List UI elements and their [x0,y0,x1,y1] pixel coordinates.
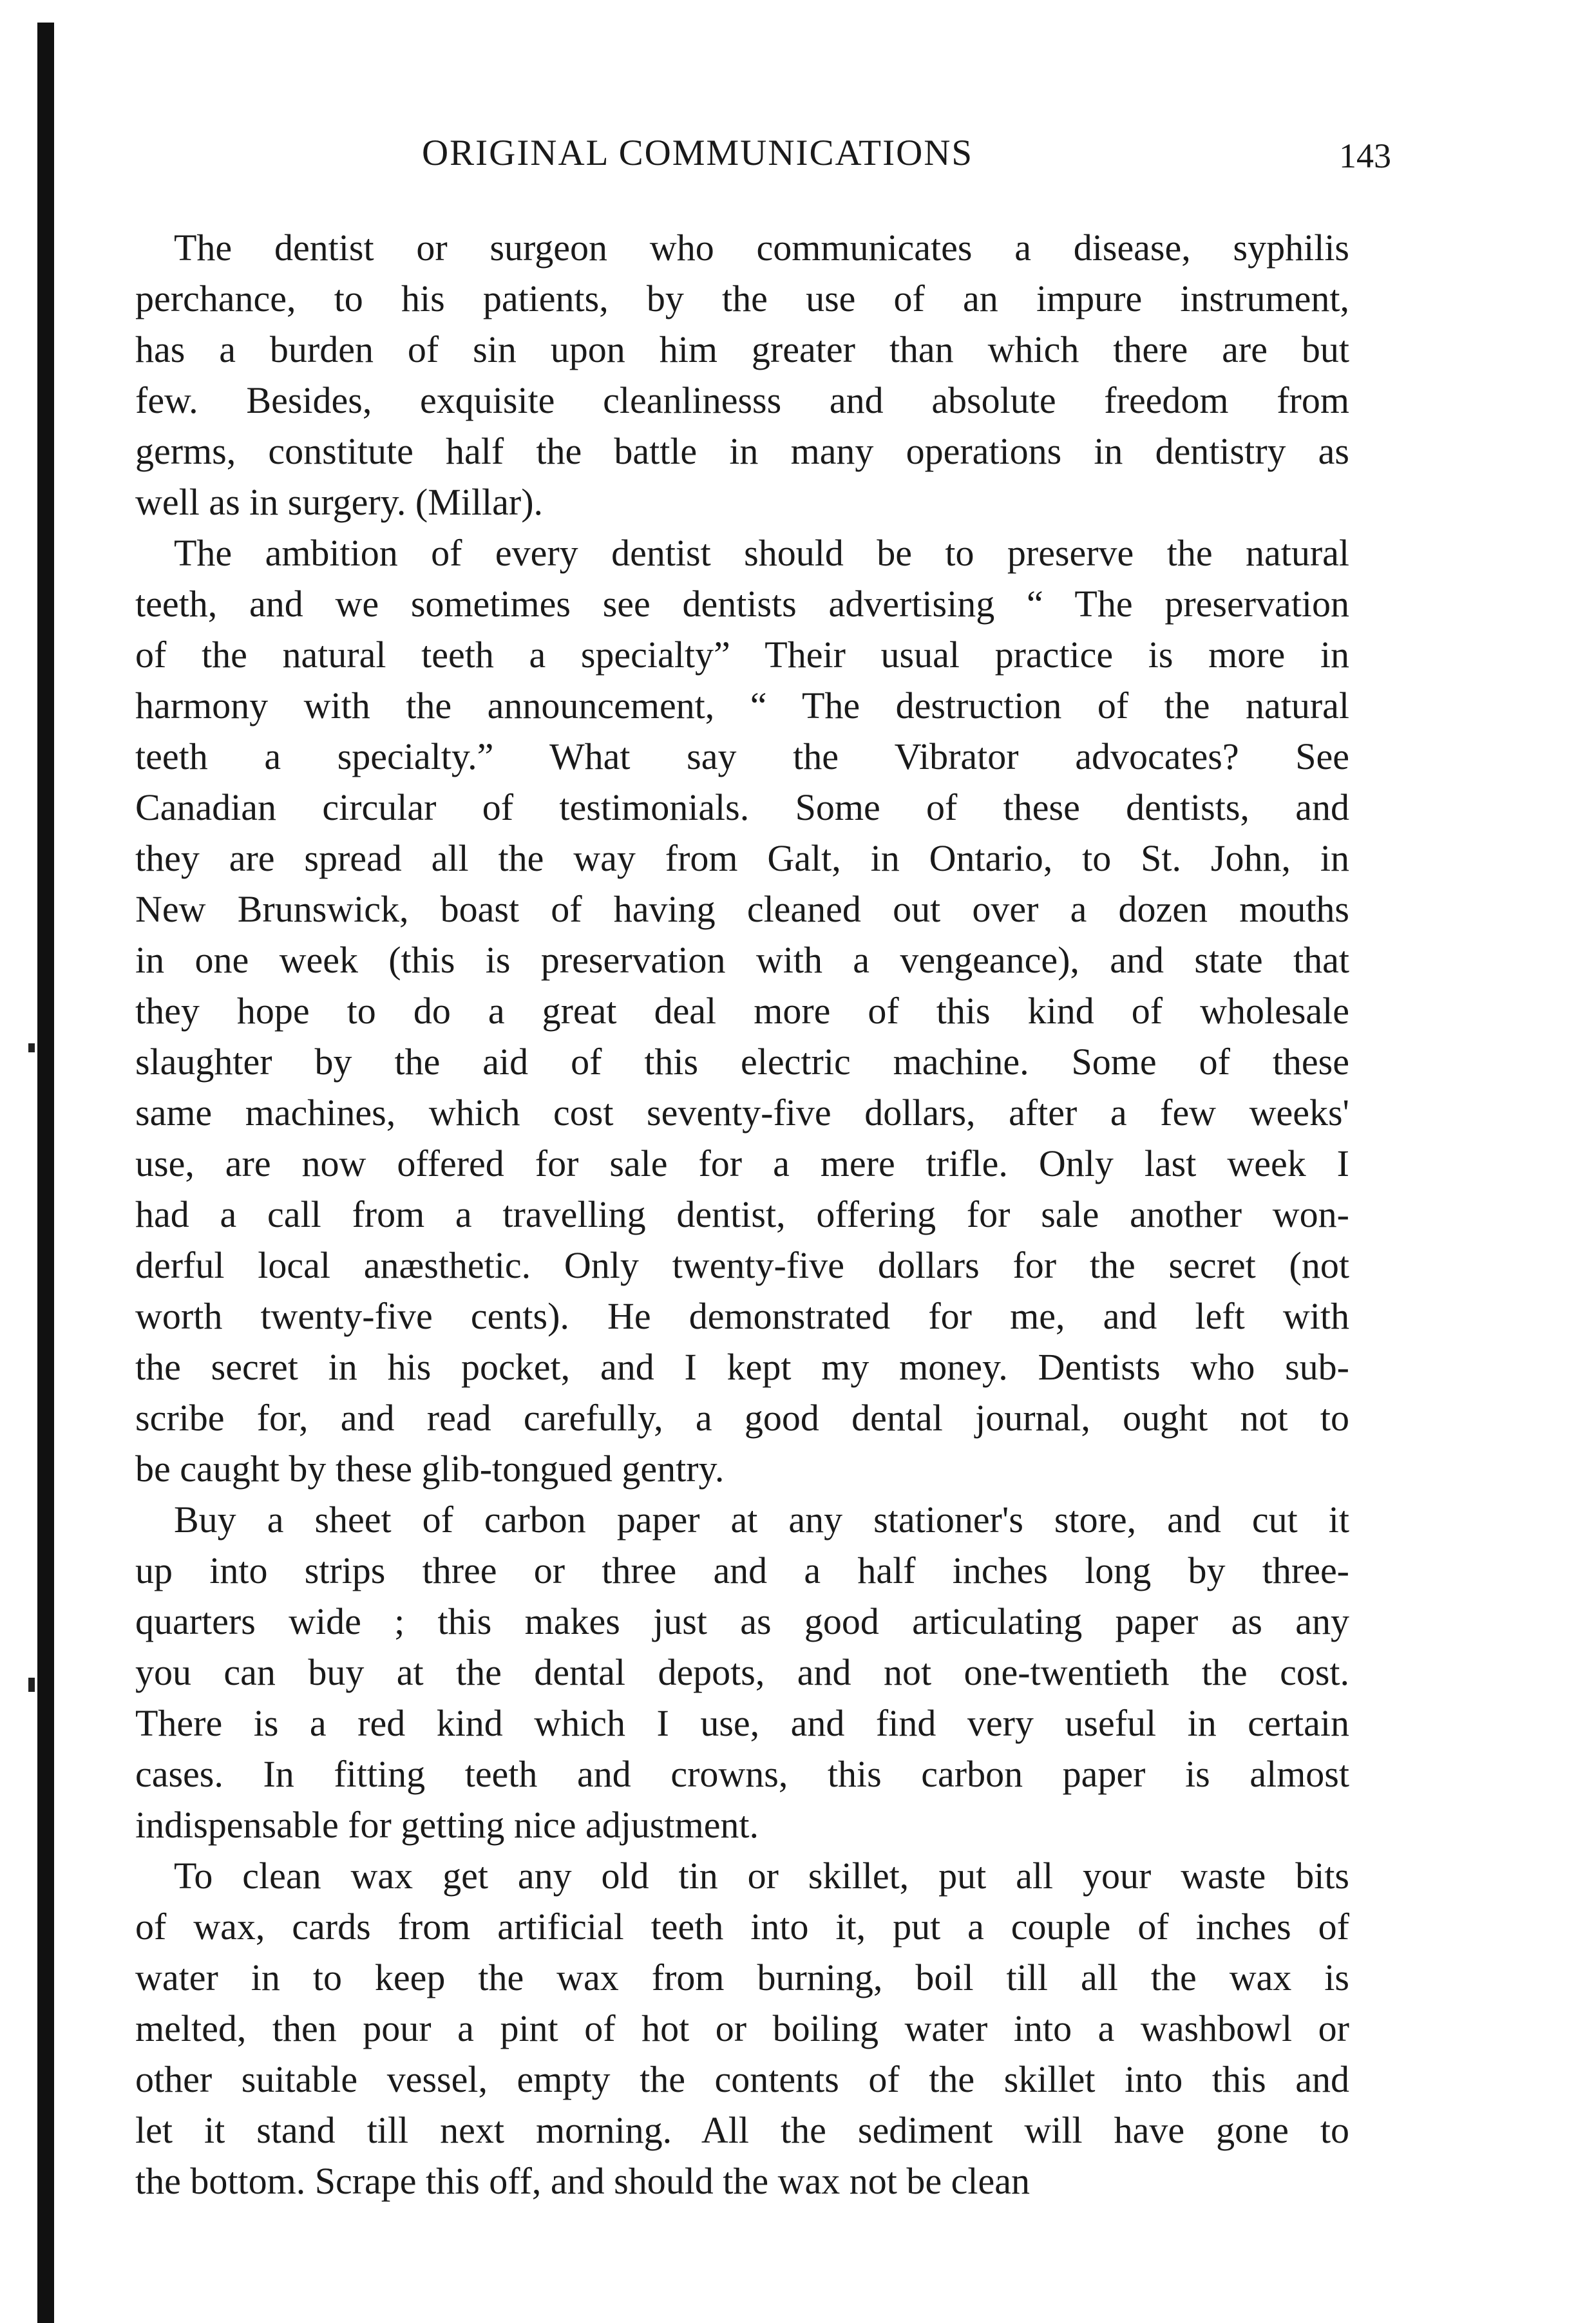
text-line: of the natural teeth a specialty” Their usual practice is more in [135,634,1349,676]
text-line: other suitable vessel, empty the contents of the skillet into this and [135,2058,1349,2100]
text-line: let it stand till next morning. All the sediment will have gone to [135,2109,1349,2151]
text-line: quarters wide ; this makes just as good articulating paper as any [135,1600,1349,1642]
text-line: Buy a sheet of carbon paper at any stationer's store, and cut it [174,1499,1349,1541]
text-line: had a call from a travelling dentist, offering for sale another won- [135,1193,1349,1235]
running-title: ORIGINAL COMMUNICATIONS [422,133,974,173]
paragraph [135,1850,1349,2206]
text-line: The ambition of every dentist should be to preserve the natural [174,532,1349,574]
text-line: well as in surgery. (Millar). [135,481,544,523]
text-line: they hope to do a great deal more of this kind of wholesale [135,990,1349,1032]
text-line: To clean wax get any old tin or skillet, put all your waste bits [174,1855,1349,1897]
text-line: harmony with the announcement, “ The destruction of the natural [135,685,1349,726]
text-line: worth twenty-five cents). He demonstrated for me, and left with [135,1295,1349,1337]
page-number: 143 [1339,137,1391,175]
text-line: the bottom. Scrape this off, and should the wax not be clean [135,2160,1030,2202]
text-line: scribe for, and read carefully, a good dental journal, ought not to [135,1397,1349,1439]
text-line: cases. In fitting teeth and crowns, this carbon paper is almost [135,1753,1349,1795]
text-line: perchance, to his patients, by the use of an impure instrument, [135,278,1349,319]
text-line: has a burden of sin upon him greater than which there are but [135,328,1349,370]
text-line: be caught by these glib-tongued gentry. [135,1448,725,1490]
text-line: water in to keep the wax from burning, boil till all the wax is [135,1957,1349,1998]
text-line: derful local anæsthetic. Only twenty-five dollars for the secret (not [135,1244,1349,1286]
text-line: up into strips three or three and a half inches long by three- [135,1550,1349,1591]
text-line: you can buy at the dental depots, and not one-twentieth the cost. [135,1651,1349,1693]
paragraph [135,1494,1349,1850]
text-line: There is a red kind which I use, and find very useful in certain [135,1702,1349,1744]
text-line: slaughter by the aid of this electric machine. Some of these [135,1041,1349,1083]
text-line: New Brunswick, boast of having cleaned out over a dozen mouths [135,888,1349,930]
text-line: melted, then pour a pint of hot or boiling water into a washbowl or [135,2007,1349,2049]
text-line: The dentist or surgeon who communicates a disease, syphilis [174,227,1349,269]
paragraph [135,527,1349,1494]
text-line: they are spread all the way from Galt, in Ontario, to St. John, in [135,837,1349,879]
text-line: in one week (this is preservation with a vengeance), and state that [135,939,1349,981]
text-line: teeth a specialty.” What say the Vibrator advocates? See [135,735,1349,777]
text-line: Canadian circular of testimonials. Some of these dentists, and [135,786,1349,828]
text-line: indispensable for getting nice adjustment. [135,1804,759,1846]
text-line: germs, constitute half the battle in many operations in dentistry as [135,430,1349,472]
text-line: the secret in his pocket, and I kept my money. Dentists who sub- [135,1346,1349,1388]
text-line: same machines, which cost seventy-five dollars, after a few weeks' [135,1092,1349,1133]
text-line: few. Besides, exquisite cleanlinesss and absolute freedom from [135,379,1349,421]
text-body [135,222,1349,2206]
text-line: of wax, cards from artificial teeth into it, put a couple of inches of [135,1906,1349,1948]
text-line: teeth, and we sometimes see dentists advertising “ The preservation [135,583,1349,625]
scan-mark [28,1043,35,1052]
binding-edge [37,23,54,2323]
scan-mark [28,1678,35,1692]
paragraph [135,222,1349,527]
running-head [135,132,1391,190]
text-line: use, are now offered for sale for a mere trifle. Only last week I [135,1143,1349,1184]
